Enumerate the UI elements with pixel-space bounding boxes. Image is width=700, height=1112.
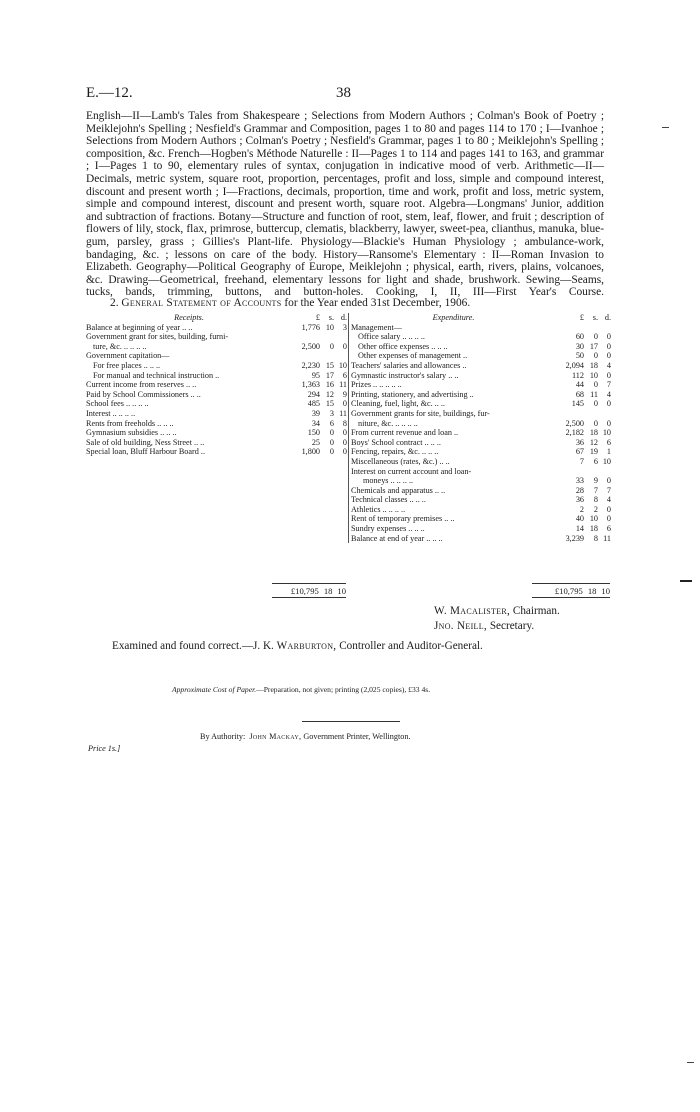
expenditure-row-shilling: 11 bbox=[590, 389, 598, 399]
expenditure-row-pence: 0 bbox=[606, 504, 611, 514]
expenditure-row-pence bbox=[598, 323, 611, 333]
expenditure-row-label: Miscellaneous (rates, &c.) .. .. bbox=[351, 456, 450, 466]
receipt-row-pence: 0 bbox=[342, 399, 347, 409]
expenditure-table-container bbox=[348, 313, 613, 543]
auditor-name: Warburton, bbox=[276, 640, 337, 652]
receipt-row-pence: 0 bbox=[342, 428, 347, 438]
receipts-total-shilling: 18 bbox=[323, 586, 333, 596]
expenditure-row-label: Gymnastic instructor's salary .. .. bbox=[351, 370, 459, 380]
expenditure-row-pence: 6 bbox=[606, 437, 611, 447]
receipt-row bbox=[86, 428, 347, 438]
receipt-row-pound: 1,776 bbox=[301, 322, 320, 332]
expenditure-row-pound: 145 bbox=[571, 399, 584, 409]
receipt-row-label: Rents from freeholds .. .. .. bbox=[86, 418, 174, 428]
expenditure-row-label: Cleaning, fuel, light, &c. .. .. bbox=[351, 399, 445, 409]
expenditure-row-pence bbox=[598, 467, 611, 477]
expenditure-row-shilling: 8 bbox=[593, 533, 598, 543]
receipt-row bbox=[86, 323, 347, 333]
margin-mark bbox=[680, 580, 692, 582]
expenditure-row bbox=[351, 351, 611, 361]
expenditure-row-label: From current revenue and loan .. bbox=[351, 428, 459, 438]
receipts-col-shilling: s. bbox=[328, 313, 334, 322]
receipts-total-pound: £10,795 bbox=[290, 586, 319, 596]
receipt-row-pence: 11 bbox=[339, 408, 347, 418]
expenditure-row-pence: 0 bbox=[606, 514, 611, 524]
expenditure-total-shilling: 18 bbox=[587, 586, 597, 596]
receipt-row-pound: 150 bbox=[307, 428, 320, 438]
expenditure-row-pence: 4 bbox=[606, 360, 611, 370]
receipts-col-pound: £ bbox=[315, 313, 320, 322]
receipt-row-pound: 95 bbox=[311, 370, 320, 380]
approximate-cost bbox=[172, 685, 430, 694]
chairman-name: W. Macalister, bbox=[434, 605, 511, 617]
expenditure-row-label: Government grants for site, buildings, fur- bbox=[351, 408, 490, 418]
receipt-row-pound: 1,363 bbox=[301, 380, 320, 390]
expenditure-row-pound: 2,094 bbox=[565, 360, 584, 370]
expenditure-row bbox=[351, 342, 611, 352]
expenditure-row bbox=[351, 447, 611, 457]
expenditure-row-pound: 28 bbox=[575, 485, 584, 495]
expenditure-row-label: niture, &c. .. .. .. .. bbox=[358, 418, 418, 428]
expenditure-row-label: Printing, stationery, and advertising .. bbox=[351, 389, 474, 399]
expenditure-row-shilling: 19 bbox=[589, 447, 598, 457]
expenditure-row-label: Office salary .. .. .. .. bbox=[358, 332, 425, 342]
receipt-row-label: ture, &c. .. .. .. .. bbox=[93, 341, 147, 351]
expenditure-row bbox=[351, 476, 611, 486]
printer-authority bbox=[200, 732, 410, 741]
expenditure-row-label: Rent of temporary premises .. .. bbox=[351, 514, 455, 524]
authority-prefix: By Authority: bbox=[200, 732, 246, 741]
expenditure-row-pound: 3,239 bbox=[565, 533, 584, 543]
receipt-row-pence: 10 bbox=[338, 360, 347, 370]
receipt-row-pence: 0 bbox=[342, 437, 347, 447]
printer-name: John Mackay, bbox=[249, 732, 302, 741]
divider-rule bbox=[302, 721, 400, 722]
receipt-row-pence: 11 bbox=[339, 380, 347, 390]
expenditure-row bbox=[351, 534, 611, 544]
expenditure-row-pound bbox=[556, 409, 584, 419]
expenditure-row bbox=[351, 332, 611, 342]
receipt-row-pound: 34 bbox=[311, 418, 320, 428]
expenditure-col-pound: £ bbox=[579, 313, 584, 322]
expenditure-row-shilling: 9 bbox=[593, 476, 598, 486]
expenditure-row-label: Boys' School contract .. .. .. bbox=[351, 437, 441, 447]
curriculum-paragraph: English—II—Lamb's Tales from Shakespeare ; Selections from Modern Authors ; Colman's Book of Poetry ; Meiklejohn's Spelling ; Nesfield's Grammar and Composition, pages 1 to 80 and pages 114 to 170 ; I—Ivanhoe ; Selections from Modern Authors ; Colman's Poetry ; Nesfield's Grammar, pages 1 to 80 ; Meiklejohn's Spelling ; composition, &c. French—Hogben's Méthode Naturelle : II—Pages 1 to 114 and pages 141 to 163, and grammar ; I—Pages 1 to 90, elementary rules of syntax, conjugation in indicative mood of verb. Arithmetic—II—Decimals, metric system, square root, proportion, percentages, profit and loss, simple and compound interest, discount and present worth ; I—Fractions, decimals, proportion, time and work, profit and loss, metric system, simple and compound interest, discount and present worth, square root. Algebra—Longmans' Junior, addition and subtraction of fractions. Botany—Structure and function of root, stem, leaf, flower, and fruit ; description of flowers of lily, stock, flax, primrose, buttercup, clematis, blackberry, lawyer, sweet-pea, clianthus, manuka, blue-gum, parsley, grass ; Gillies's Plant-life. Physiology—Blackie's Human Physiology ; ambulance-work, bandaging, &c. ; lessons on care of the body. History—Ransome's Elementary : II—Roman Invasion to Elizabeth. Geography—Political Geography of Europe, Meiklejohn ; physical, earth, rivers, plains, volcanoes, &c. Drawing—Geometrical, freehand, elementary lessons for light and shade, brushwork. Sewing—Seams, tucks, bands, trimming, buttons, and button-holes. Cooking, I, II, III—First Year's Course. bbox=[86, 110, 604, 299]
statement-number: 2. bbox=[110, 297, 119, 309]
expenditure-row-pound: 2,182 bbox=[565, 428, 584, 438]
expenditure-row-label: Teachers' salaries and allowances .. bbox=[351, 360, 467, 370]
expenditure-row-pound: 68 bbox=[575, 389, 584, 399]
expenditure-row-pence: 6 bbox=[606, 524, 611, 534]
receipt-row bbox=[86, 409, 347, 419]
expenditure-row-pound: 44 bbox=[575, 380, 584, 390]
receipt-row-pence: 0 bbox=[342, 447, 347, 457]
receipt-row-label: Gymnasium subsidies .. .. .. bbox=[86, 428, 177, 438]
statement-title bbox=[110, 297, 610, 309]
receipt-row-shilling: 10 bbox=[325, 322, 334, 332]
receipts-table-container bbox=[86, 313, 347, 457]
expenditure-row-pence: 11 bbox=[603, 533, 611, 543]
receipts-table bbox=[86, 313, 347, 457]
receipt-row bbox=[86, 371, 347, 381]
expenditure-row-shilling: 10 bbox=[589, 370, 598, 380]
receipt-row-shilling: 17 bbox=[325, 370, 334, 380]
expenditure-row-shilling: 8 bbox=[593, 495, 598, 505]
receipt-row bbox=[86, 390, 347, 400]
expenditure-row-pound: 40 bbox=[575, 514, 584, 524]
expenditure-row-pound: 2 bbox=[579, 504, 584, 514]
expenditure-row bbox=[351, 390, 611, 400]
receipt-row-label: Government grant for sites, building, furni- bbox=[86, 332, 229, 342]
expenditure-row bbox=[351, 524, 611, 534]
expenditure-row-shilling: 18 bbox=[589, 360, 598, 370]
statement-heading: General Statement of Accounts bbox=[121, 297, 282, 309]
receipt-row-pound bbox=[292, 351, 320, 361]
expenditure-row-shilling bbox=[584, 467, 598, 477]
expenditure-row-shilling: 10 bbox=[589, 514, 598, 524]
expenditure-row bbox=[351, 495, 611, 505]
expenditure-row-label: Technical classes .. .. .. bbox=[351, 495, 426, 505]
expenditure-row bbox=[351, 438, 611, 448]
receipt-row-pound: 25 bbox=[311, 437, 320, 447]
expenditure-row-label: Chemicals and apparatus .. .. bbox=[351, 485, 446, 495]
expenditure-row-pence: 7 bbox=[606, 380, 611, 390]
receipt-row-label: Government capitation— bbox=[86, 351, 170, 361]
expenditure-row-pound: 60 bbox=[575, 332, 584, 342]
expenditure-row-pound: 7 bbox=[579, 456, 584, 466]
receipt-row-shilling: 15 bbox=[325, 399, 334, 409]
receipt-row-pence bbox=[334, 351, 347, 361]
expenditure-table bbox=[351, 313, 611, 543]
receipt-row-pound: 485 bbox=[307, 399, 320, 409]
receipt-row bbox=[86, 342, 347, 352]
expenditure-row-pence: 1 bbox=[606, 447, 611, 457]
receipt-row-shilling: 0 bbox=[329, 447, 334, 457]
expenditure-row-pence: 10 bbox=[602, 428, 611, 438]
receipts-col-pence: d. bbox=[340, 313, 347, 322]
receipt-row-shilling: 0 bbox=[329, 437, 334, 447]
receipt-row-shilling: 15 bbox=[325, 360, 334, 370]
expenditure-row-shilling: 18 bbox=[589, 428, 598, 438]
expenditure-row-shilling: 0 bbox=[593, 332, 598, 342]
receipt-row-pound: 2,500 bbox=[301, 341, 320, 351]
expenditure-row-pound: 36 bbox=[575, 495, 584, 505]
receipts-total bbox=[272, 583, 346, 598]
receipt-row-pound: 1,800 bbox=[301, 447, 320, 457]
receipt-row-label: Paid by School Commissioners .. .. bbox=[86, 389, 201, 399]
expenditure-row-pence: 0 bbox=[606, 476, 611, 486]
receipt-row-shilling bbox=[320, 332, 334, 342]
expenditure-row-pound: 67 bbox=[575, 447, 584, 457]
expenditure-row-shilling: 12 bbox=[589, 437, 598, 447]
expenditure-row-pound: 2,500 bbox=[565, 418, 584, 428]
report-code: E.—12. bbox=[86, 85, 133, 101]
receipt-row bbox=[86, 399, 347, 409]
expenditure-row bbox=[351, 371, 611, 381]
expenditure-row bbox=[351, 419, 611, 429]
expenditure-heading: Expenditure. bbox=[432, 313, 475, 322]
expenditure-row-shilling: 0 bbox=[593, 399, 598, 409]
receipt-row bbox=[86, 419, 347, 429]
expenditure-row-pence: 0 bbox=[606, 332, 611, 342]
secretary-signature bbox=[434, 620, 534, 632]
secretary-name: Jno. Neill, bbox=[434, 620, 488, 632]
receipt-row-label: Interest .. .. .. .. bbox=[86, 408, 136, 418]
expenditure-row-pound bbox=[556, 467, 584, 477]
receipts-heading: Receipts. bbox=[174, 313, 204, 322]
expenditure-row-label: Balance at end of year .. .. .. bbox=[351, 533, 443, 543]
receipt-row-pound: 2,230 bbox=[301, 360, 320, 370]
receipt-row bbox=[86, 332, 347, 342]
expenditure-col-shilling: s. bbox=[592, 313, 598, 322]
expenditure-row-pence: 0 bbox=[606, 418, 611, 428]
expenditure-row bbox=[351, 514, 611, 524]
expenditure-row-pound: 50 bbox=[575, 351, 584, 361]
chairman-role: Chairman. bbox=[512, 605, 560, 617]
receipt-row-shilling: 16 bbox=[325, 380, 334, 390]
expenditure-row bbox=[351, 409, 611, 419]
expenditure-row bbox=[351, 467, 611, 477]
expenditure-row-pence: 4 bbox=[606, 495, 611, 505]
expenditure-row bbox=[351, 323, 611, 333]
expenditure-row-pence: 7 bbox=[606, 485, 611, 495]
expenditure-row-pound: 14 bbox=[575, 524, 584, 534]
expenditure-row-pence: 0 bbox=[606, 351, 611, 361]
receipt-row-shilling: 6 bbox=[329, 418, 334, 428]
expenditure-row-pound: 112 bbox=[572, 370, 584, 380]
receipt-row-shilling: 3 bbox=[329, 408, 334, 418]
audit-text: Examined and found correct.—J. K. bbox=[112, 640, 274, 652]
expenditure-total bbox=[532, 583, 610, 598]
expenditure-total-pound: £10,795 bbox=[554, 586, 583, 596]
audit-statement bbox=[112, 640, 483, 652]
expenditure-row-pence: 10 bbox=[602, 456, 611, 466]
expenditure-row-label: Interest on current account and loan- bbox=[351, 466, 472, 476]
page-number: 38 bbox=[336, 85, 351, 101]
expenditure-row-label: Other expenses of management .. bbox=[358, 351, 468, 361]
expenditure-row-shilling: 2 bbox=[593, 504, 598, 514]
receipt-row-shilling: 0 bbox=[329, 428, 334, 438]
receipt-row bbox=[86, 351, 347, 361]
receipt-row-pence bbox=[334, 332, 347, 342]
expenditure-row-label: Sundry expenses .. .. .. bbox=[351, 524, 425, 534]
approx-cost-text: —Preparation, not given; printing (2,025 copies), £33 4s. bbox=[256, 685, 431, 694]
receipt-row-pence: 9 bbox=[342, 389, 347, 399]
receipt-row-label: Balance at beginning of year .. .. bbox=[86, 322, 193, 332]
expenditure-row-pence bbox=[598, 409, 611, 419]
expenditure-row bbox=[351, 486, 611, 496]
receipts-total-pence: 10 bbox=[337, 586, 346, 596]
receipt-row-label: Sale of old building, Ness Street .. .. bbox=[86, 437, 205, 447]
receipt-row-pence: 6 bbox=[342, 370, 347, 380]
expenditure-row-pound: 36 bbox=[575, 437, 584, 447]
expenditure-row-label: Fencing, repairs, &c. .. .. .. bbox=[351, 447, 439, 457]
receipt-row-pound: 294 bbox=[307, 389, 320, 399]
receipt-row-label: For manual and technical instruction .. bbox=[93, 370, 220, 380]
chairman-signature bbox=[434, 605, 560, 617]
expenditure-row-pound: 30 bbox=[575, 341, 584, 351]
expenditure-row-shilling: 18 bbox=[589, 524, 598, 534]
receipt-row-pound bbox=[292, 332, 320, 342]
receipt-row bbox=[86, 438, 347, 448]
expenditure-row bbox=[351, 380, 611, 390]
expenditure-row-label: Prizes .. .. .. .. .. bbox=[351, 380, 402, 390]
receipt-row-shilling: 12 bbox=[325, 389, 334, 399]
expenditure-row-label: moneys .. .. .. .. bbox=[363, 476, 414, 486]
expenditure-row bbox=[351, 361, 611, 371]
expenditure-row bbox=[351, 428, 611, 438]
expenditure-row bbox=[351, 457, 611, 467]
receipt-row-pence: 3 bbox=[342, 322, 347, 332]
secretary-role: Secretary. bbox=[489, 620, 535, 632]
expenditure-row-pound bbox=[556, 323, 584, 333]
expenditure-row-shilling bbox=[584, 323, 598, 333]
receipt-row-label: Special loan, Bluff Harbour Board .. bbox=[86, 447, 205, 457]
receipt-row bbox=[86, 447, 347, 457]
receipt-row bbox=[86, 361, 347, 371]
expenditure-row-pence: 0 bbox=[606, 370, 611, 380]
receipt-row-pence: 0 bbox=[342, 341, 347, 351]
approx-cost-label: Approximate Cost of Paper. bbox=[172, 685, 257, 694]
receipt-row-label: School fees .. .. .. .. bbox=[86, 399, 149, 409]
expenditure-row-shilling: 0 bbox=[593, 351, 598, 361]
expenditure-row-label: Management— bbox=[351, 322, 402, 332]
expenditure-row-shilling bbox=[584, 409, 598, 419]
expenditure-total-pence: 10 bbox=[601, 586, 610, 596]
expenditure-row bbox=[351, 505, 611, 515]
expenditure-row-pence: 0 bbox=[606, 341, 611, 351]
expenditure-row-pound: 33 bbox=[575, 476, 584, 486]
expenditure-col-pence: d. bbox=[604, 313, 611, 322]
receipt-row-shilling: 0 bbox=[329, 341, 334, 351]
receipt-row bbox=[86, 380, 347, 390]
price-note: Price 1s.] bbox=[88, 744, 121, 753]
printer-location: Government Printer, Wellington. bbox=[303, 732, 411, 741]
expenditure-row-shilling: 0 bbox=[593, 380, 598, 390]
expenditure-row-shilling: 17 bbox=[589, 341, 598, 351]
expenditure-row-pence: 0 bbox=[606, 399, 611, 409]
margin-mark bbox=[687, 1062, 694, 1063]
receipt-row-pound: 39 bbox=[311, 408, 320, 418]
margin-mark bbox=[662, 127, 669, 128]
expenditure-row-shilling: 7 bbox=[593, 485, 598, 495]
receipt-row-label: Current income from reserves .. .. bbox=[86, 380, 197, 390]
statement-subtitle: for the Year ended 31st December, 1906. bbox=[284, 297, 471, 309]
expenditure-row bbox=[351, 399, 611, 409]
receipt-row-shilling bbox=[320, 351, 334, 361]
auditor-role: Controller and Auditor-General. bbox=[339, 640, 483, 652]
receipt-row-label: For free places .. .. .. bbox=[93, 360, 161, 370]
receipt-row-pence: 8 bbox=[342, 418, 347, 428]
expenditure-row-shilling: 6 bbox=[593, 456, 598, 466]
expenditure-row-label: Athletics .. .. .. .. bbox=[351, 504, 406, 514]
expenditure-row-shilling: 0 bbox=[593, 418, 598, 428]
expenditure-row-pence: 4 bbox=[606, 389, 611, 399]
expenditure-row-label: Other office expenses .. .. .. bbox=[358, 341, 448, 351]
